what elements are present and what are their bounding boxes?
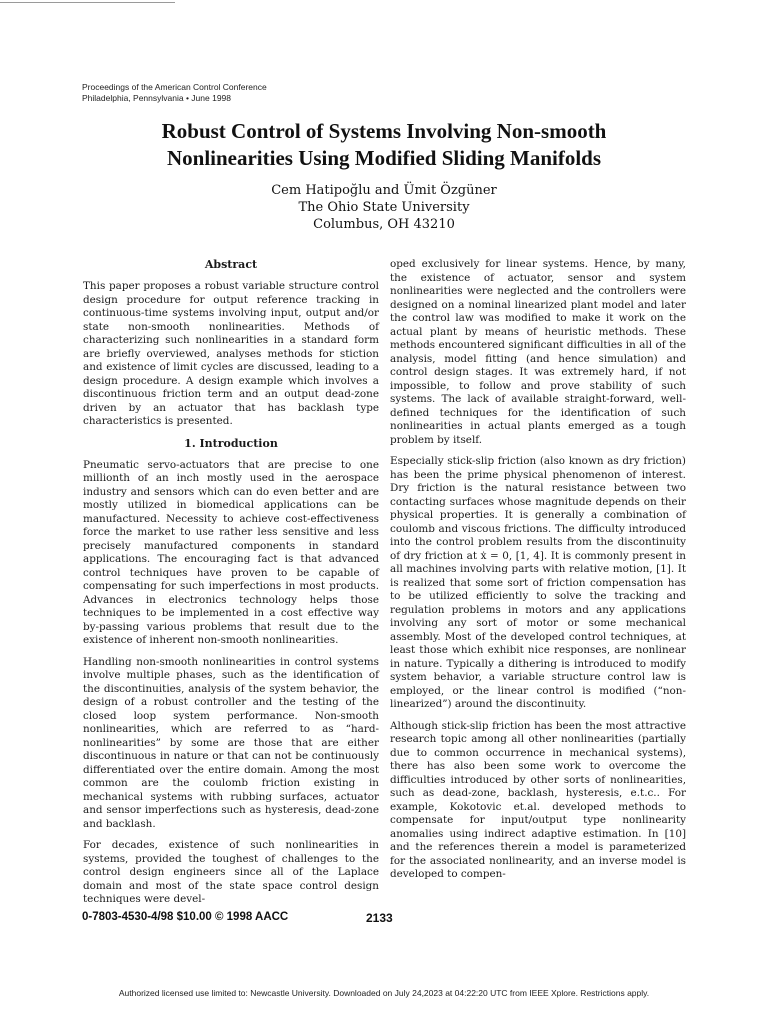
- author-affiliation: The Ohio State University: [298, 200, 470, 215]
- introduction-heading: 1. Introduction: [184, 436, 278, 450]
- author-address: Columbus, OH 43210: [313, 217, 455, 232]
- intro-paragraph-2: Handling non-smooth nonlinearities in control systems involve multiple phases, such as the identification of the discontinuities, analysis of the system behavior, the design of a robust controller and the testing of the closed loop system performance. Non-smooth nonlinearities, which are referred to as “hard-nonlinearities” by some are those that are either discontinuous in nature or that can not be continuously differentiated over the entire domain. Among the most common are the coulomb friction existing in mechanical systems with rubbing surfaces, actuator and sensor imperfections such as hysteresis, dead-zone and backlash.: [83, 655, 379, 830]
- abstract-text: This paper proposes a robust variable structure control design procedure for output reference tracking in continuous-time systems involving input, output and/or state non-smooth nonlinearities. Methods of characterizing such nonlinearities in a standard form are briefly overviewed, analyses methods for stiction and existence of limit cycles are discussed, leading to a design procedure. A design example which involves a discontinuous friction term and an output dead-zone driven by an actuator that has backlash type characteristics is presented.: [83, 280, 379, 427]
- proceedings-header: [82, 82, 402, 104]
- left-column: [83, 258, 379, 915]
- author-block: [84, 182, 684, 233]
- paper-title: [84, 118, 684, 172]
- top-rule: [0, 2, 175, 3]
- proceedings-line-2: Philadelphia, Pennsylvania • June 1998: [82, 93, 231, 103]
- intro-paragraph-6: Although stick-slip friction has been the most attractive research topic among all other nonlinearities (partially due to common occurrence in mechanical systems), there has also been some work to overcome the difficulties introduced by other sorts of nonlinearities, such as dead-zone, backlash, hysteresis, e.t.c.. For example, Kokotovic et.al. developed methods to compensate for input/output type nonlinearity anomalies using indirect adaptive estimation. In [10] and the references therein a model is parameterized for the associated nonlinearity, and an inverse model is developed to compen-: [390, 719, 686, 880]
- title-line-2: Nonlinearities Using Modified Sliding Manifolds: [166, 146, 602, 170]
- title-line-1: Robust Control of Systems Involving Non-smooth: [161, 119, 607, 143]
- author-names: Cem Hatipoğlu and Ümit Özgüner: [271, 183, 497, 198]
- license-notice: Authorized licensed use limited to: Newcastle University. Downloaded on July 24,2023 at 04:22:20 UTC from IEEE Xplore. Restrictions apply.: [118, 988, 650, 998]
- proceedings-line-1: Proceedings of the American Control Conference: [82, 82, 267, 92]
- isbn-copyright-line: 0-7803-4530-4/98 $10.00 © 1998 AACC: [82, 911, 289, 923]
- intro-paragraph-1: Pneumatic servo-actuators that are precise to one millionth of an inch mostly used in the aerospace industry and sensors which can do even better and are mostly utilized in biomedical applications can be manufactured. Necessity to achieve cost-effectiveness force the market to use rather less sensitive and less precisely manufactured components in standard applications. The encouraging fact is that advanced control techniques have proven to be capable of compensating for such imperfections in most products. Advances in electronics technology helps those techniques to be implemented in a cost effective way by-passing various problems that result due to the existence of inherent non-smooth nonlinearities.: [83, 458, 379, 646]
- intro-paragraph-3: For decades, existence of such nonlinearities in systems, provided the toughest of challenges to the control design engineers since all of the Laplace domain and most of the state space control design techniques were devel-: [83, 839, 379, 905]
- intro-paragraph-5: Especially stick-slip friction (also known as dry friction) has been the prime physical phenomenon of interest. Dry friction is the natural resistance between two contacting surfaces whose magnitude depends on their physical properties. It is generally a combination of coulomb and viscous frictions. The difficulty introduced into the control problem results from the discontinuity of dry friction at ẋ = 0, [1, 4]. It is commonly present in all machines involving parts with relative motion, [1]. It is realized that some sort of friction compensation has to be utilized efficiently to solve the tracking and regulation problems in motors and any applications involving any sort of motor or some mechanical assembly. Most of the developed control techniques, at least those which exhibit nice responses, are nonlinear in nature. Typically a dithering is introduced to modify system behavior, a variable structure control law is employed, or the linear control is modified (“non-linearized”) around the discontinuity.: [390, 455, 686, 710]
- page-number: 2133: [366, 911, 393, 925]
- intro-paragraph-4: oped exclusively for linear systems. Hence, by many, the existence of actuator, sensor and system nonlinearities were neglected and the controllers were designed on a nominal linearized plant model and later the control law was modified to make it work on the actual plant by means of heuristic methods. These methods encountered significant difficulties in all of the analysis, model fitting (and hence simulation) and control design stages. It was extremely hard, if not impossible, to follow and prove stability of such systems. The lack of available straight-forward, well-defined techniques for the identification of such nonlinearities in actual plants emerged as a tough problem by itself.: [390, 258, 686, 446]
- right-column: [390, 258, 686, 890]
- abstract-heading: Abstract: [204, 258, 258, 271]
